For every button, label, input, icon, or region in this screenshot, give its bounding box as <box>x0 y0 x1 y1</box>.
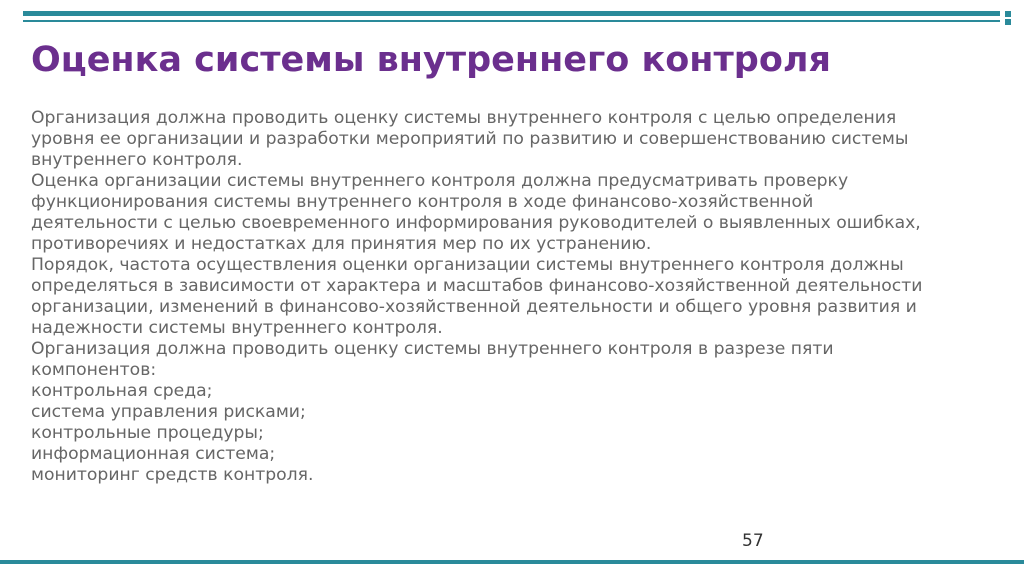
body-line: деятельности с целью своевременного информирования руководителей о выявленных ошибках, <box>31 213 921 233</box>
list-item: контрольные процедуры; <box>31 423 264 443</box>
slide-body <box>31 108 991 486</box>
top-border-thin <box>23 20 1000 22</box>
list-item: информационная система; <box>31 444 276 464</box>
body-line: определяться в зависимости от характера и масштабов финансово-хозяйственной деятельности <box>31 276 923 296</box>
body-line: организации, изменений в финансово-хозяйственной деятельности и общего уровня развития и <box>31 297 917 317</box>
body-line: внутреннего контроля. <box>31 150 243 170</box>
body-line: противоречиях и недостатках для принятия мер по их устранению. <box>31 234 652 254</box>
body-line: функционирования системы внутреннего контроля в ходе финансово-хозяйственной <box>31 192 814 212</box>
body-line: Оценка организации системы внутреннего контроля должна предусматривать проверку <box>31 171 849 191</box>
bottom-border <box>0 560 1024 564</box>
list-item: контрольная среда; <box>31 381 213 401</box>
list-item: мониторинг средств контроля. <box>31 465 314 485</box>
top-border-thick <box>23 11 1000 16</box>
slide-title: Оценка системы внутреннего контроля <box>31 40 831 80</box>
list-item: система управления рисками; <box>31 402 306 422</box>
body-line: Организация должна проводить оценку системы внутреннего контроля в разрезе пяти <box>31 339 834 359</box>
page-number: 57 <box>742 531 764 551</box>
body-line: надежности системы внутреннего контроля. <box>31 318 443 338</box>
body-line: уровня ее организации и разработки мероприятий по развитию и совершенствованию системы <box>31 129 909 149</box>
corner-decoration-bottom <box>1005 19 1011 25</box>
body-line: компонентов: <box>31 360 157 380</box>
body-line: Порядок, частота осуществления оценки организации системы внутреннего контроля должны <box>31 255 904 275</box>
corner-decoration-top <box>1005 11 1011 17</box>
body-line: Организация должна проводить оценку системы внутреннего контроля с целью определения <box>31 108 897 128</box>
